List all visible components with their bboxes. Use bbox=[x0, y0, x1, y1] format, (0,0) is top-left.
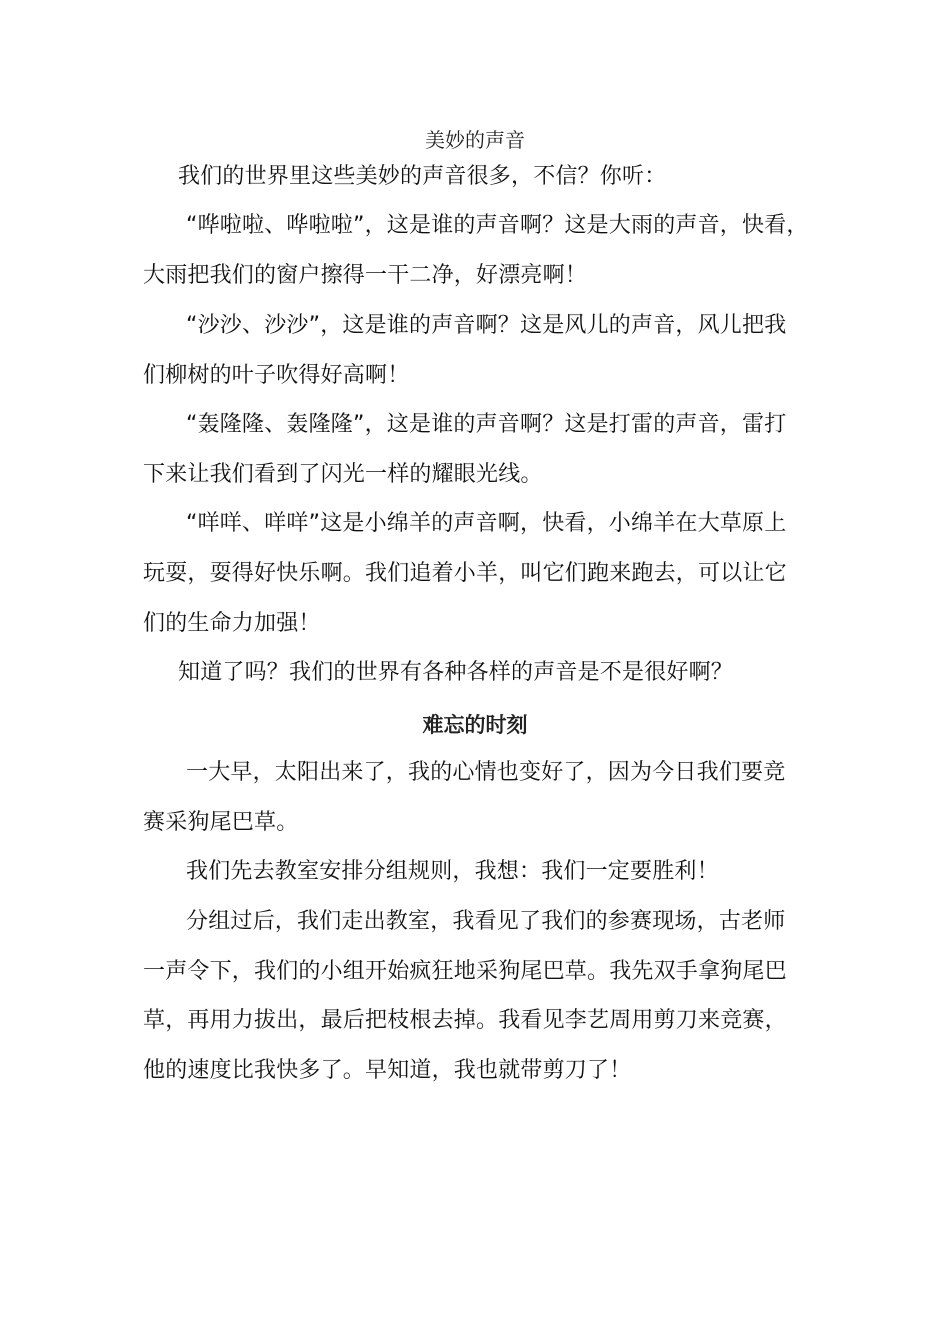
paragraph-line: 大雨把我们的窗户擦得一干二净，好漂亮啊！ bbox=[143, 263, 588, 288]
paragraph-line: “咩咩、咩咩”这是小绵羊的声音啊，快看，小绵羊在大草原上 bbox=[186, 511, 787, 536]
paragraph-line: 知道了吗？我们的世界有各种各样的声音是不是很好啊？ bbox=[178, 660, 734, 685]
paragraph-line: 玩耍，耍得好快乐啊。我们追着小羊，叫它们跑来跑去，可以让它 bbox=[143, 561, 787, 586]
paragraph-line: 们柳树的叶子吹得好高啊！ bbox=[143, 363, 410, 388]
paragraph-line: “哗啦啦、哗啦啦”，这是谁的声音啊？这是大雨的声音，快看， bbox=[186, 213, 809, 238]
essay-title-1: 美妙的声音 bbox=[425, 128, 525, 152]
paragraph-line: “轰隆隆、轰隆隆”，这是谁的声音啊？这是打雷的声音，雷打 bbox=[186, 412, 787, 437]
paragraph-line: 分组过后，我们走出教室，我看见了我们的参赛现场，古老师 bbox=[186, 909, 786, 934]
paragraph-line: 我们先去教室安排分组规则，我想：我们一定要胜利！ bbox=[186, 859, 719, 884]
paragraph-line: 赛采狗尾巴草。 bbox=[143, 810, 299, 835]
paragraph-line: 一声令下，我们的小组开始疯狂地采狗尾巴草。我先双手拿狗尾巴 bbox=[143, 959, 787, 984]
paragraph-line: “沙沙、沙沙”，这是谁的声音啊？这是风儿的声音，风儿把我 bbox=[186, 313, 787, 338]
paragraph-line: 我们的世界里这些美妙的声音很多，不信？你听： bbox=[178, 164, 667, 189]
paragraph-line: 一大早，太阳出来了，我的心情也变好了，因为今日我们要竞 bbox=[186, 760, 786, 785]
paragraph-line: 们的生命力加强！ bbox=[143, 611, 321, 636]
paragraph-line: 草，再用力拔出，最后把枝根去掉。我看见李艺周用剪刀来竞赛， bbox=[143, 1008, 787, 1033]
paragraph-line: 他的速度比我快多了。早知道，我也就带剪刀了！ bbox=[143, 1058, 632, 1083]
essay-title-2: 难忘的时刻 bbox=[422, 713, 528, 737]
paragraph-line: 下来让我们看到了闪光一样的耀眼光线。 bbox=[143, 462, 543, 487]
